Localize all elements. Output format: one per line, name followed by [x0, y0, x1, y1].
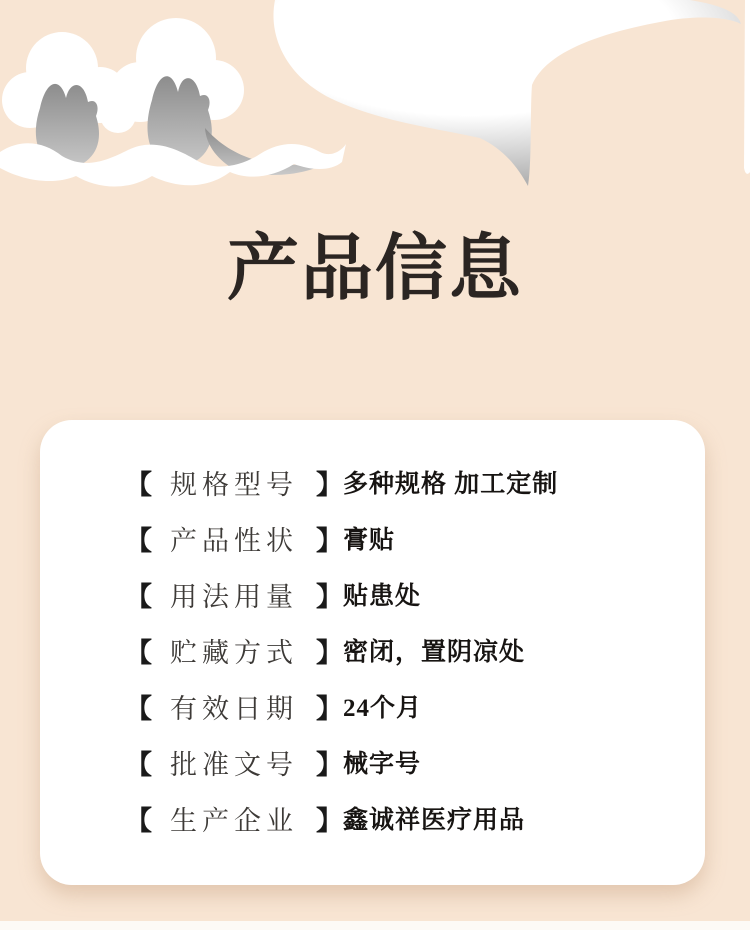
spec-label-text: 贮藏方式 [170, 637, 298, 668]
spec-value: 鑫诚祥医疗用品 [343, 807, 526, 834]
bracket-open: 【 [125, 469, 152, 500]
smoke-swirl-icon [273, 0, 750, 186]
spec-value: 24个月 [343, 695, 423, 722]
spec-row-approval-number [125, 734, 675, 790]
spec-value: 密闭，置阴凉处 [343, 639, 526, 666]
product-info-card [40, 420, 705, 885]
bracket-close: 】 [316, 805, 343, 836]
bracket-open: 【 [125, 749, 152, 780]
bracket-close: 】 [316, 525, 343, 556]
spec-value: 多种规格 加工定制 [343, 471, 559, 498]
bracket-close: 】 [316, 469, 343, 500]
spec-row-manufacturer [125, 790, 675, 846]
spec-row-specification [125, 454, 675, 510]
bracket-close: 】 [316, 749, 343, 780]
bracket-close: 】 [316, 693, 343, 724]
spec-value: 械字号 [343, 751, 422, 778]
spec-label-text: 有效日期 [170, 693, 298, 724]
bracket-close: 】 [316, 581, 343, 612]
spec-label [125, 519, 343, 558]
spec-row-properties [125, 510, 675, 566]
spec-label [125, 687, 343, 726]
bracket-open: 【 [125, 693, 152, 724]
spec-row-usage [125, 566, 675, 622]
spec-label [125, 799, 343, 838]
spec-label [125, 743, 343, 782]
bracket-open: 【 [125, 637, 152, 668]
bracket-open: 【 [125, 805, 152, 836]
spec-value: 贴患处 [343, 583, 422, 610]
spec-row-storage [125, 622, 675, 678]
spec-label-text: 生产企业 [170, 805, 298, 836]
spec-row-validity [125, 678, 675, 734]
bracket-open: 【 [125, 581, 152, 612]
spec-value: 膏贴 [343, 527, 396, 554]
page-bottom-strip [0, 921, 750, 930]
spec-label [125, 463, 343, 502]
page-title: 产品信息 [226, 229, 523, 309]
bracket-open: 【 [125, 525, 152, 556]
spec-label-text: 批准文号 [170, 749, 298, 780]
top-decoration [0, 0, 750, 215]
spec-label-text: 产品性状 [170, 525, 298, 556]
spec-label [125, 575, 343, 614]
spec-label [125, 631, 343, 670]
spec-label-text: 规格型号 [170, 469, 298, 500]
spec-label-text: 用法用量 [170, 581, 298, 612]
bracket-close: 】 [316, 637, 343, 668]
